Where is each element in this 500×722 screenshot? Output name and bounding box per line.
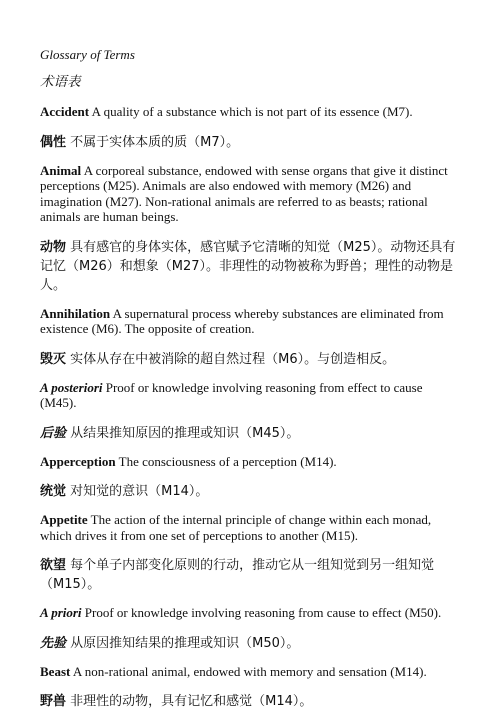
entry-english <box>40 306 462 337</box>
entry-term-zh: 欲望 <box>40 558 67 573</box>
entry-definition: A supernatural process whereby substances are eliminated from existence (M6). The opposite of creation. <box>40 305 444 336</box>
entry-chinese <box>40 424 462 443</box>
glossary-entry-beast <box>40 664 462 712</box>
entry-term-zh: 动物 <box>40 239 67 255</box>
entry-definition-zh: 具有感官的身体实体，感官赋予它清晰的知觉（M25）。动物还具有记忆（M26）和想象（M27）。非理性的动物被称为野兽；理性的动物是人。 <box>40 239 456 293</box>
entry-term-zh: 统觉 <box>40 484 67 499</box>
entry-chinese <box>40 634 462 653</box>
entry-chinese <box>40 556 462 594</box>
glossary-entry-accident <box>40 104 462 152</box>
glossary-entry-apperception <box>40 454 462 502</box>
entry-chinese <box>40 133 462 152</box>
entry-definition: Proof or knowledge involving reasoning from cause to effect (M50). <box>81 605 442 620</box>
entry-definition: A corporeal substance, endowed with sense organs that give it distinct perceptions (M25). Animals are also endowed with memory (M26) and imagination (M27). Non-rational animals are referred to as beasts; rational animals are human beings. <box>40 162 448 224</box>
entry-definition-zh: 每个单子内部变化原则的行动，推动它从一组知觉到另一组知觉（M15）。 <box>40 558 435 592</box>
entry-english <box>40 605 462 621</box>
entry-english <box>40 512 462 543</box>
glossary-entry-annihilation <box>40 306 462 369</box>
entry-term: Apperception <box>40 453 116 469</box>
entry-definition: The consciousness of a perception (M14). <box>115 453 337 469</box>
glossary-entry-appetite <box>40 512 462 594</box>
entry-definition-zh: 非理性的动物，具有记忆和感觉（M14）。 <box>66 694 313 709</box>
entry-term: Animal <box>40 162 82 178</box>
entry-definition: A quality of a substance which is not part of its essence (M7). <box>89 104 413 119</box>
entry-term: A posteriori <box>40 379 103 395</box>
entry-term: Accident <box>40 104 90 119</box>
entry-definition: The action of the internal principle of change within each monad, which drives it from one set of perceptions to another (M15). <box>40 512 432 543</box>
entry-term-zh: 毁灭 <box>40 351 67 367</box>
entry-definition-zh: 从结果推知原因的推理或知识（M45）。 <box>66 425 300 441</box>
entry-term-zh: 野兽 <box>40 694 67 709</box>
entry-chinese <box>40 238 462 295</box>
entry-term: Annihilation <box>40 305 111 321</box>
entry-definition-zh: 从原因推知结果的推理或知识（M50）。 <box>66 635 300 651</box>
glossary-entry-a-priori <box>40 605 462 653</box>
entry-chinese <box>40 482 462 501</box>
entry-term: Beast <box>40 663 71 679</box>
entry-english <box>40 163 462 225</box>
entry-term-zh: 偶性 <box>40 134 67 150</box>
entry-chinese <box>40 692 462 711</box>
entry-english <box>40 664 462 680</box>
entry-definition: A non-rational animal, endowed with memory and sensation (M14). <box>70 663 427 679</box>
entry-definition-zh: 对知觉的意识（M14）。 <box>66 484 209 499</box>
entry-term-zh: 后验 <box>40 425 67 441</box>
entry-english <box>40 104 462 120</box>
entry-english <box>40 380 462 411</box>
entry-term-zh: 先验 <box>40 635 67 651</box>
document-title-zh: 术语表 <box>40 74 81 90</box>
entry-chinese <box>40 350 462 369</box>
glossary-entry-animal <box>40 163 462 295</box>
document-title: Glossary of Terms <box>40 47 135 62</box>
entry-term: Appetite <box>40 512 88 527</box>
glossary-entry-a-posteriori <box>40 380 462 443</box>
entry-definition: Proof or knowledge involving reasoning from effect to cause (M45). <box>40 379 423 410</box>
entry-definition-zh: 不属于实体本质的质（M7）。 <box>66 134 240 150</box>
entry-english <box>40 454 462 470</box>
entry-term: A priori <box>40 605 82 620</box>
entry-definition-zh: 实体从存在中被消除的超自然过程（M6）。与创造相反。 <box>66 351 396 367</box>
glossary-page <box>40 46 462 722</box>
